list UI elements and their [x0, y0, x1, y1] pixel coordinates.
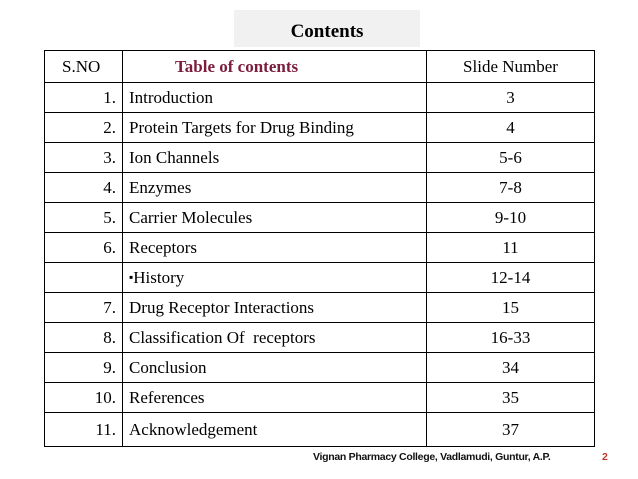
row-sno: 7. — [45, 293, 123, 323]
page-title: Contents — [290, 21, 364, 42]
table-header-row — [45, 51, 595, 83]
table-row — [45, 323, 595, 353]
row-slide: 9-10 — [427, 203, 595, 233]
row-slide: 35 — [427, 383, 595, 413]
row-slide: 7-8 — [427, 173, 595, 203]
page-number: 2 — [602, 451, 608, 463]
table-row — [45, 263, 595, 293]
row-sno: 1. — [45, 83, 123, 113]
header-table-of-contents: Table of contents — [123, 51, 427, 83]
row-slide: 12-14 — [427, 263, 595, 293]
row-topic: Protein Targets for Drug Binding — [123, 113, 427, 143]
row-sno: 3. — [45, 143, 123, 173]
square-bullet-icon: ▪ — [129, 270, 134, 284]
table-row — [45, 143, 595, 173]
row-topic: Carrier Molecules — [123, 203, 427, 233]
header-slide-number: Slide Number — [427, 51, 595, 83]
row-sno: 10. — [45, 383, 123, 413]
row-topic: Introduction — [123, 83, 427, 113]
row-sno: 2. — [45, 113, 123, 143]
contents-table — [44, 50, 595, 447]
row-slide: 34 — [427, 353, 595, 383]
table-row — [45, 113, 595, 143]
row-slide: 3 — [427, 83, 595, 113]
table-row — [45, 83, 595, 113]
row-topic: Receptors — [123, 233, 427, 263]
row-slide: 16-33 — [427, 323, 595, 353]
row-topic-text: History — [133, 268, 185, 287]
row-slide: 11 — [427, 233, 595, 263]
row-topic: Enzymes — [123, 173, 427, 203]
row-slide: 15 — [427, 293, 595, 323]
row-topic: Ion Channels — [123, 143, 427, 173]
row-sno — [45, 263, 123, 293]
footer-college: Vignan Pharmacy College, Vadlamudi, Guntur, A.P. — [313, 451, 551, 463]
table-row — [45, 203, 595, 233]
table-row — [45, 353, 595, 383]
row-topic: References — [123, 383, 427, 413]
header-sno: S.NO — [45, 51, 123, 83]
row-sno: 4. — [45, 173, 123, 203]
row-sno: 11. — [45, 413, 123, 447]
row-topic — [123, 263, 427, 293]
table-row — [45, 293, 595, 323]
row-topic: Acknowledgement — [123, 413, 427, 447]
row-sno: 9. — [45, 353, 123, 383]
row-slide: 4 — [427, 113, 595, 143]
row-sno: 6. — [45, 233, 123, 263]
table-row — [45, 413, 595, 447]
row-topic: Classification Of receptors — [123, 323, 427, 353]
table-row — [45, 173, 595, 203]
row-slide: 5-6 — [427, 143, 595, 173]
table-row — [45, 233, 595, 263]
row-sno: 5. — [45, 203, 123, 233]
row-topic: Conclusion — [123, 353, 427, 383]
row-slide: 37 — [427, 413, 595, 447]
row-topic: Drug Receptor Interactions — [123, 293, 427, 323]
row-sno: 8. — [45, 323, 123, 353]
table-row — [45, 383, 595, 413]
